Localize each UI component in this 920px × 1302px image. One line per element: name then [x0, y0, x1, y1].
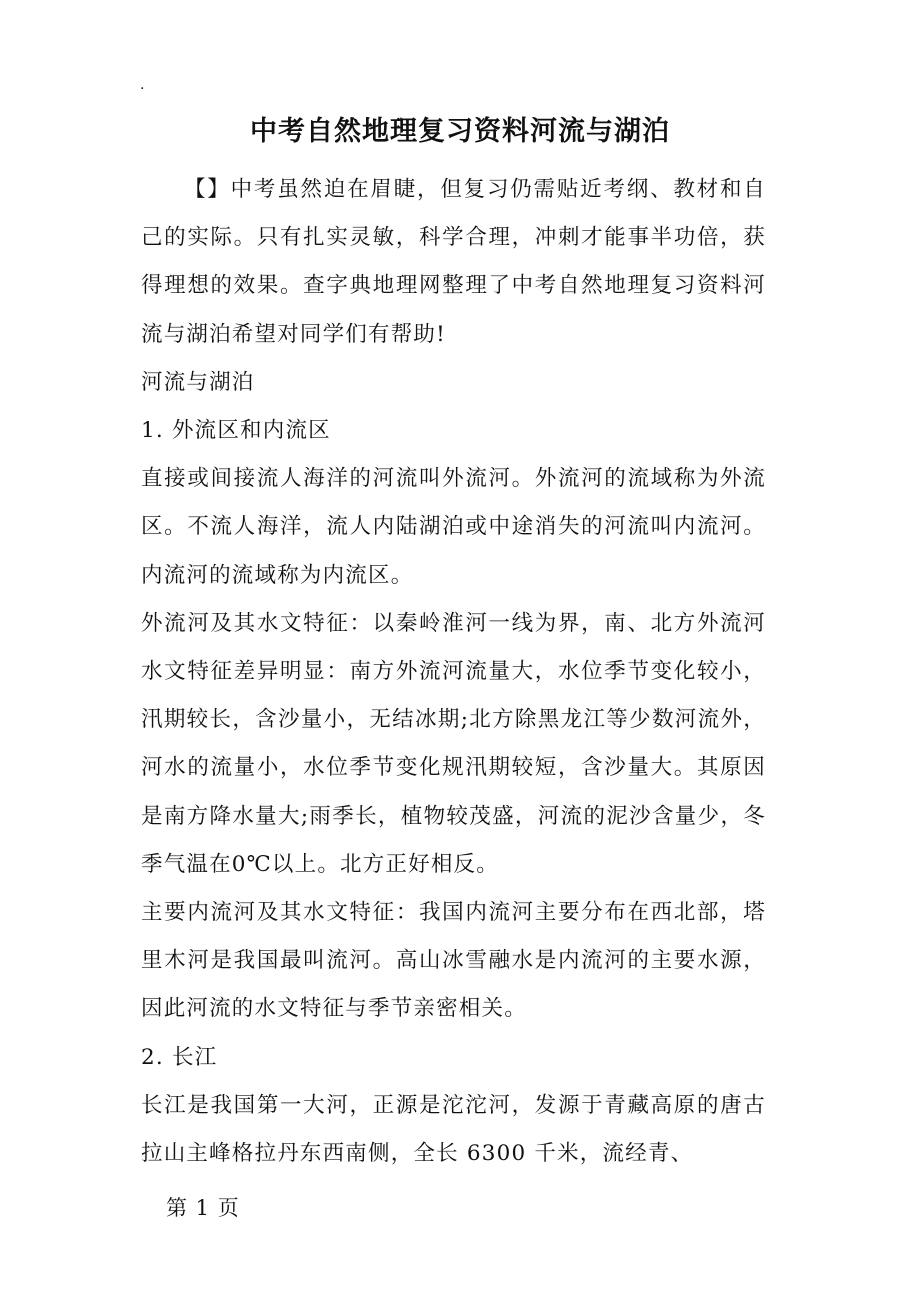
section1-paragraph-2: 外流河及其水文特征：以秦岭淮河一线为界，南、北方外流河水文特征差异明显：南方外流河流量大，水位季节变化较小，汛期较长，含沙量小，无结冰期;北方除黑龙江等少数河流外，河水的流量小，水位季节变化规汛期较短，含沙量大。其原因是南方降水量大;雨季长，植物较茂盛，河流的泥沙含量少，冬季气温在0℃以上。北方正好相反。 [141, 610, 766, 877]
section1-paragraph-1: 直接或间接流人海洋的河流叫外流河。外流河的流域称为外流区。不流人海洋，流人内陆湖泊或中途消失的河流叫内流河。内流河的流域称为内流区。 [141, 466, 766, 588]
intro-paragraph: 【】中考虽然迫在眉睫，但复习仍需贴近考纲、教材和自己的实际。只有扎实灵敏，科学合理，冲刺才能事半功倍，获得理想的效果。查字典地理网整理了中考自然地理复习资料河流与湖泊希望对同学们有帮助! [141, 177, 766, 347]
document-title: 中考自然地理复习资料河流与湖泊 [250, 116, 670, 147]
header-dot: . [140, 77, 145, 93]
page-number: 第 1 页 [166, 1196, 240, 1220]
section1-heading: 1. 外流区和内流区 [141, 418, 331, 444]
section2-heading: 2. 长江 [141, 1044, 218, 1070]
section1-paragraph-3: 主要内流河及其水文特征：我国内流河主要分布在西北部，塔里木河是我国最叫流河。高山冰雪融水是内流河的主要水源，因此河流的水文特征与季节亲密相关。 [141, 900, 766, 1022]
document-body [141, 166, 766, 1178]
section2-paragraph-1: 长江是我国第一大河，正源是沱沱河，发源于青藏高原的唐古拉山主峰格拉丹东西南侧，全长 6300 千米，流经青、 [141, 1092, 766, 1167]
section-heading: 河流与湖泊 [141, 369, 255, 395]
